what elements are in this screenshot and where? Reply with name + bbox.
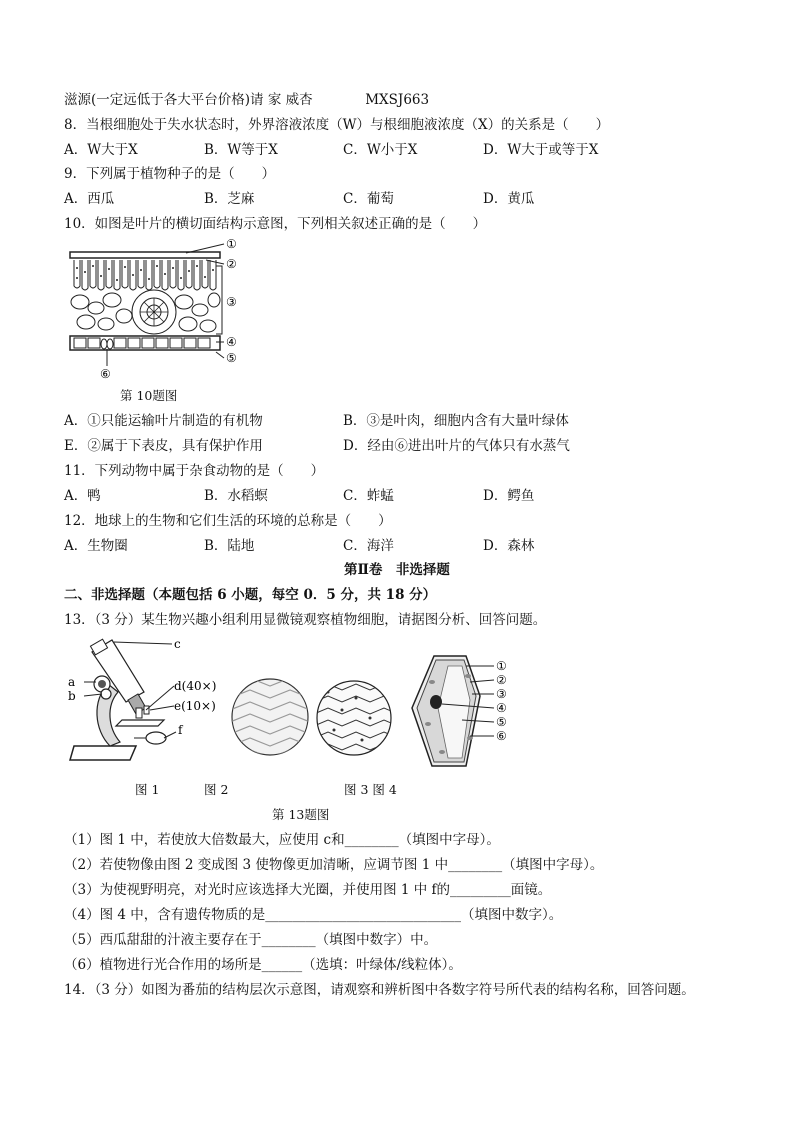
cell-label-5: ⑤ [496, 715, 507, 729]
leaf-label-3: ③ [226, 295, 237, 309]
q9-option-c: C．葡萄 [343, 191, 394, 207]
microscope-label-e: e(10×) [174, 699, 216, 713]
fig34-label: 图 3 图 4 [344, 782, 397, 797]
cell-label-2: ② [496, 673, 507, 687]
q8-option-a: A．W大于X [64, 142, 138, 158]
q11-option-b: B．水稻螟 [204, 488, 268, 504]
q9-stem: 9．下列属于植物种子的是（ ） [64, 166, 276, 182]
fig2-label: 图 2 [204, 782, 229, 797]
q11-option-d: D．鳄鱼 [483, 488, 535, 504]
q10-option-a: A．①只能运输叶片制造的有机物 [64, 413, 263, 429]
q10-figure-caption: 第 10题图 [120, 388, 178, 403]
q8-stem: 8．当根细胞处于失水状态时，外界溶液浓度（W）与根细胞液浓度（X）的关系是（ ） [64, 117, 610, 133]
header-line [64, 91, 429, 109]
q8-option-d: D．W大于或等于X [483, 142, 599, 158]
microscope-figure [64, 634, 244, 774]
q13-sub-1: （1）图 1 中，若使放大倍数最大，应使用 c和________（填图中字母）。 [64, 832, 500, 848]
q11-option-a: A．鸭 [64, 488, 101, 504]
leaf-label-6: ⑥ [100, 367, 111, 381]
q11-stem: 11．下列动物中属于杂食动物的是（ ） [64, 463, 325, 479]
q13-figure-caption: 第 13题图 [272, 807, 330, 822]
cell-label-4: ④ [496, 701, 507, 715]
part2-title: 第Ⅱ卷 非选择题 [344, 562, 450, 578]
q9-option-b: B．芝麻 [204, 191, 255, 207]
q9-option-d: D．黄瓜 [483, 191, 535, 207]
field-of-view-blurry [230, 676, 310, 758]
field-of-view-clear [314, 678, 396, 758]
q12-option-d: D．森林 [483, 538, 535, 554]
q12-option-a: A．生物圈 [64, 538, 128, 554]
q14-stem: 14．（3 分）如图为番茄的结构层次示意图，请观察和辨析图中各数字符号所代表的结构名称，回答问题。 [64, 982, 695, 998]
q12-stem: 12．地球上的生物和它们生活的环境的总称是（ ） [64, 513, 392, 529]
microscope-label-d: d(40×) [174, 679, 217, 693]
q9-option-a: A．西瓜 [64, 191, 115, 207]
q13-sub-5: （5）西瓜甜甜的汁液主要存在于________（填图中数字）中。 [64, 932, 438, 948]
q13-sub-6: （6）植物进行光合作用的场所是______（选填：叶绿体/线粒体）。 [64, 957, 462, 973]
header-code: MXSJ663 [365, 92, 430, 108]
q12-option-c: C．海洋 [343, 538, 394, 554]
q10-option-d: D．经由⑥进出叶片的气体只有水蒸气 [343, 438, 570, 454]
q13-sub-4: （4）图 4 中，含有遗传物质的是_____________________________（填图中数字）。 [64, 907, 563, 923]
microscope-label-b: b [68, 689, 76, 703]
q13-stem: 13．（3 分）某生物兴趣小组利用显微镜观察植物细胞，请据图分析、回答问题。 [64, 612, 547, 628]
q8-option-b: B．W等于X [204, 142, 278, 158]
microscope-label-c: c [174, 637, 181, 651]
leaf-label-4: ④ [226, 335, 237, 349]
leaf-label-2: ② [226, 257, 237, 271]
q12-option-b: B．陆地 [204, 538, 255, 554]
fig1-label: 图 1 [135, 782, 160, 797]
cell-label-1: ① [496, 659, 507, 673]
cell-label-6: ⑥ [496, 729, 507, 743]
microscope-label-a: a [68, 675, 76, 689]
q10-stem: 10．如图是叶片的横切面结构示意图，下列相关叙述正确的是（ ） [64, 216, 487, 232]
leaf-label-1: ① [226, 237, 237, 251]
plant-cell-figure [408, 652, 520, 770]
q8-option-c: C．W小于X [343, 142, 418, 158]
cell-label-3: ③ [496, 687, 507, 701]
q10-option-e: E．②属于下表皮，具有保护作用 [64, 438, 263, 454]
leaf-label-5: ⑤ [226, 351, 237, 365]
leaf-cross-section-figure [66, 236, 256, 384]
q13-sub-2: （2）若使物像由图 2 变成图 3 使物像更加清晰，应调节图 1 中________（填图中字母）。 [64, 857, 604, 873]
section2-heading: 二、非选择题（本题包括 6 小题，每空 0．5 分，共 18 分） [64, 587, 437, 603]
q10-option-b: B．③是叶肉，细胞内含有大量叶绿体 [343, 413, 569, 429]
header-text: 滋源(一定远低于各大平台价格)请 家 威杏 [64, 92, 313, 108]
q11-option-c: C．蚱蜢 [343, 488, 394, 504]
q13-sub-3: （3）为使视野明亮，对光时应该选择大光圈，并使用图 1 中 f的_________面镜。 [64, 882, 552, 898]
microscope-label-f: f [178, 723, 183, 737]
